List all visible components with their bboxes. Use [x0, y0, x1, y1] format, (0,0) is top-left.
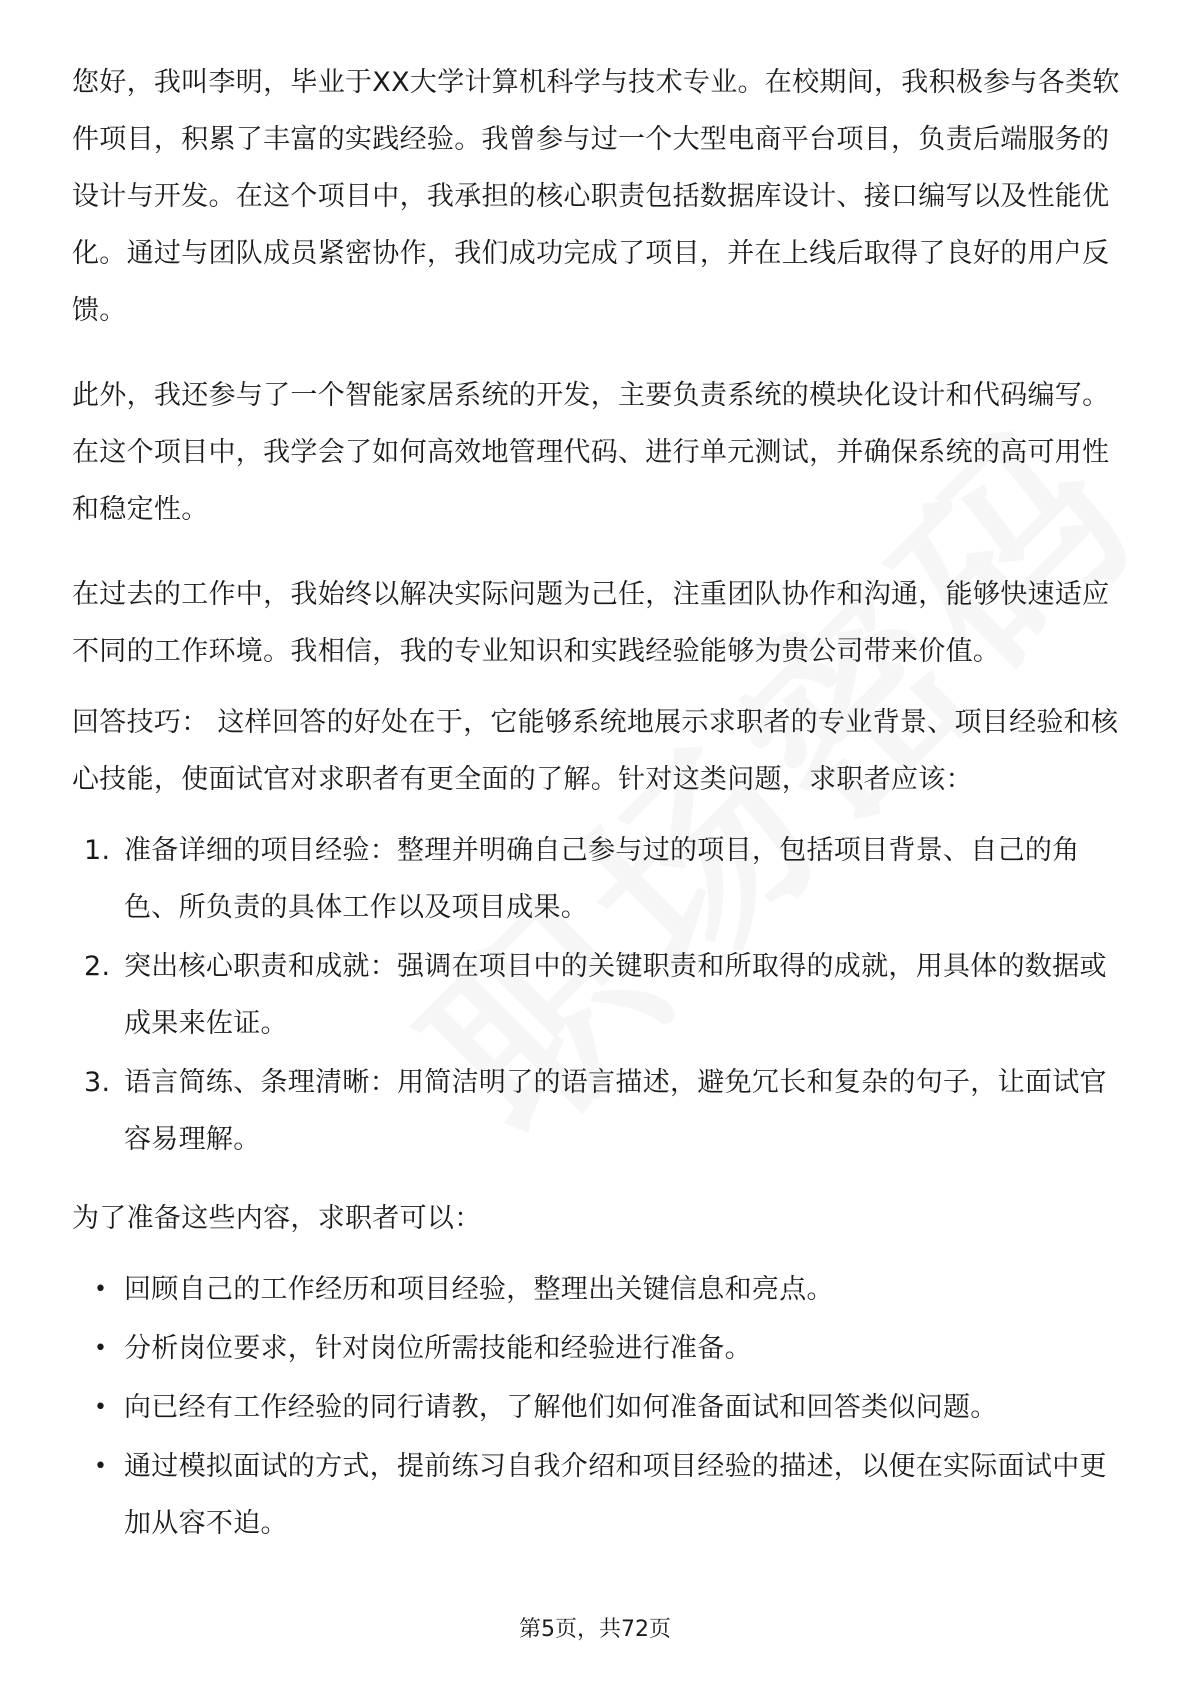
answer-tips-paragraph: 回答技巧： 这样回答的好处在于，它能够系统地展示求职者的专业背景、项目经验和核心技能，使面试官对求职者有更全面的了解。针对这类问题，求职者应该： — [72, 707, 1119, 795]
list-item-text: 通过模拟面试的方式，提前练习自我介绍和项目经验的描述，以便在实际面试中更加从容不迫。 — [124, 1451, 1107, 1539]
list-number: 3. — [84, 1067, 111, 1098]
list-item-text: 向已经有工作经验的同行请教，了解他们如何准备面试和回答类似问题。 — [124, 1392, 998, 1423]
list-item-text: 回顾自己的工作经历和项目经验，整理出关键信息和亮点。 — [124, 1274, 834, 1305]
page-number-footer: 第5页，共72页 — [519, 1617, 671, 1642]
list-item — [72, 1054, 1122, 1168]
list-item — [72, 1438, 1122, 1552]
page-content — [72, 54, 1122, 1574]
list-item-text: 分析岗位要求，针对岗位所需技能和经验进行准备。 — [124, 1333, 752, 1364]
smart-home-paragraph: 此外，我还参与了一个智能家居系统的开发，主要负责系统的模块化设计和代码编写。在这个项目中，我学会了如何高效地管理代码、进行单元测试，并确保系统的高可用性和稳定性。 — [72, 380, 1110, 525]
list-item — [72, 1320, 1122, 1377]
list-item — [72, 1379, 1122, 1436]
list-item — [72, 938, 1122, 1052]
bullet-marker: • — [94, 1277, 108, 1302]
list-item — [72, 822, 1122, 936]
list-number: 1. — [84, 835, 111, 866]
list-item-text: 准备详细的项目经验：整理并明确自己参与过的项目，包括项目背景、自己的角色、所负责的具体工作以及项目成果。 — [124, 835, 1080, 923]
bullet-marker: • — [94, 1395, 108, 1420]
numbered-tips-list — [72, 822, 1122, 1168]
intro-paragraph: 您好，我叫李明，毕业于XX大学计算机科学与技术专业。在校期间，我积极参与各类软件项目，积累了丰富的实践经验。我曾参与过一个大型电商平台项目，负责后端服务的设计与开发。在这个项目中，我承担的核心职责包括数据库设计、接口编写以及性能优化。通过与团队成员紧密协作，我们成功完成了项目，并在上线后取得了良好的用户反馈。 — [72, 67, 1120, 326]
bullet-marker: • — [94, 1454, 108, 1479]
list-item-text: 突出核心职责和成就：强调在项目中的关键职责和所取得的成就，用具体的数据或成果来佐证。 — [124, 951, 1107, 1039]
work-attitude-paragraph: 在过去的工作中，我始终以解决实际问题为己任，注重团队协作和沟通，能够快速适应不同的工作环境。我相信，我的专业知识和实践经验能够为贵公司带来价值。 — [72, 579, 1110, 667]
list-number: 2. — [84, 951, 111, 982]
prep-bullet-list — [72, 1261, 1122, 1552]
list-item — [72, 1261, 1122, 1318]
prep-intro-paragraph: 为了准备这些内容，求职者可以： — [72, 1203, 482, 1234]
list-item-text: 语言简练、条理清晰：用简洁明了的语言描述，避免冗长和复杂的句子，让面试官容易理解。 — [124, 1067, 1107, 1155]
bullet-marker: • — [94, 1336, 108, 1361]
